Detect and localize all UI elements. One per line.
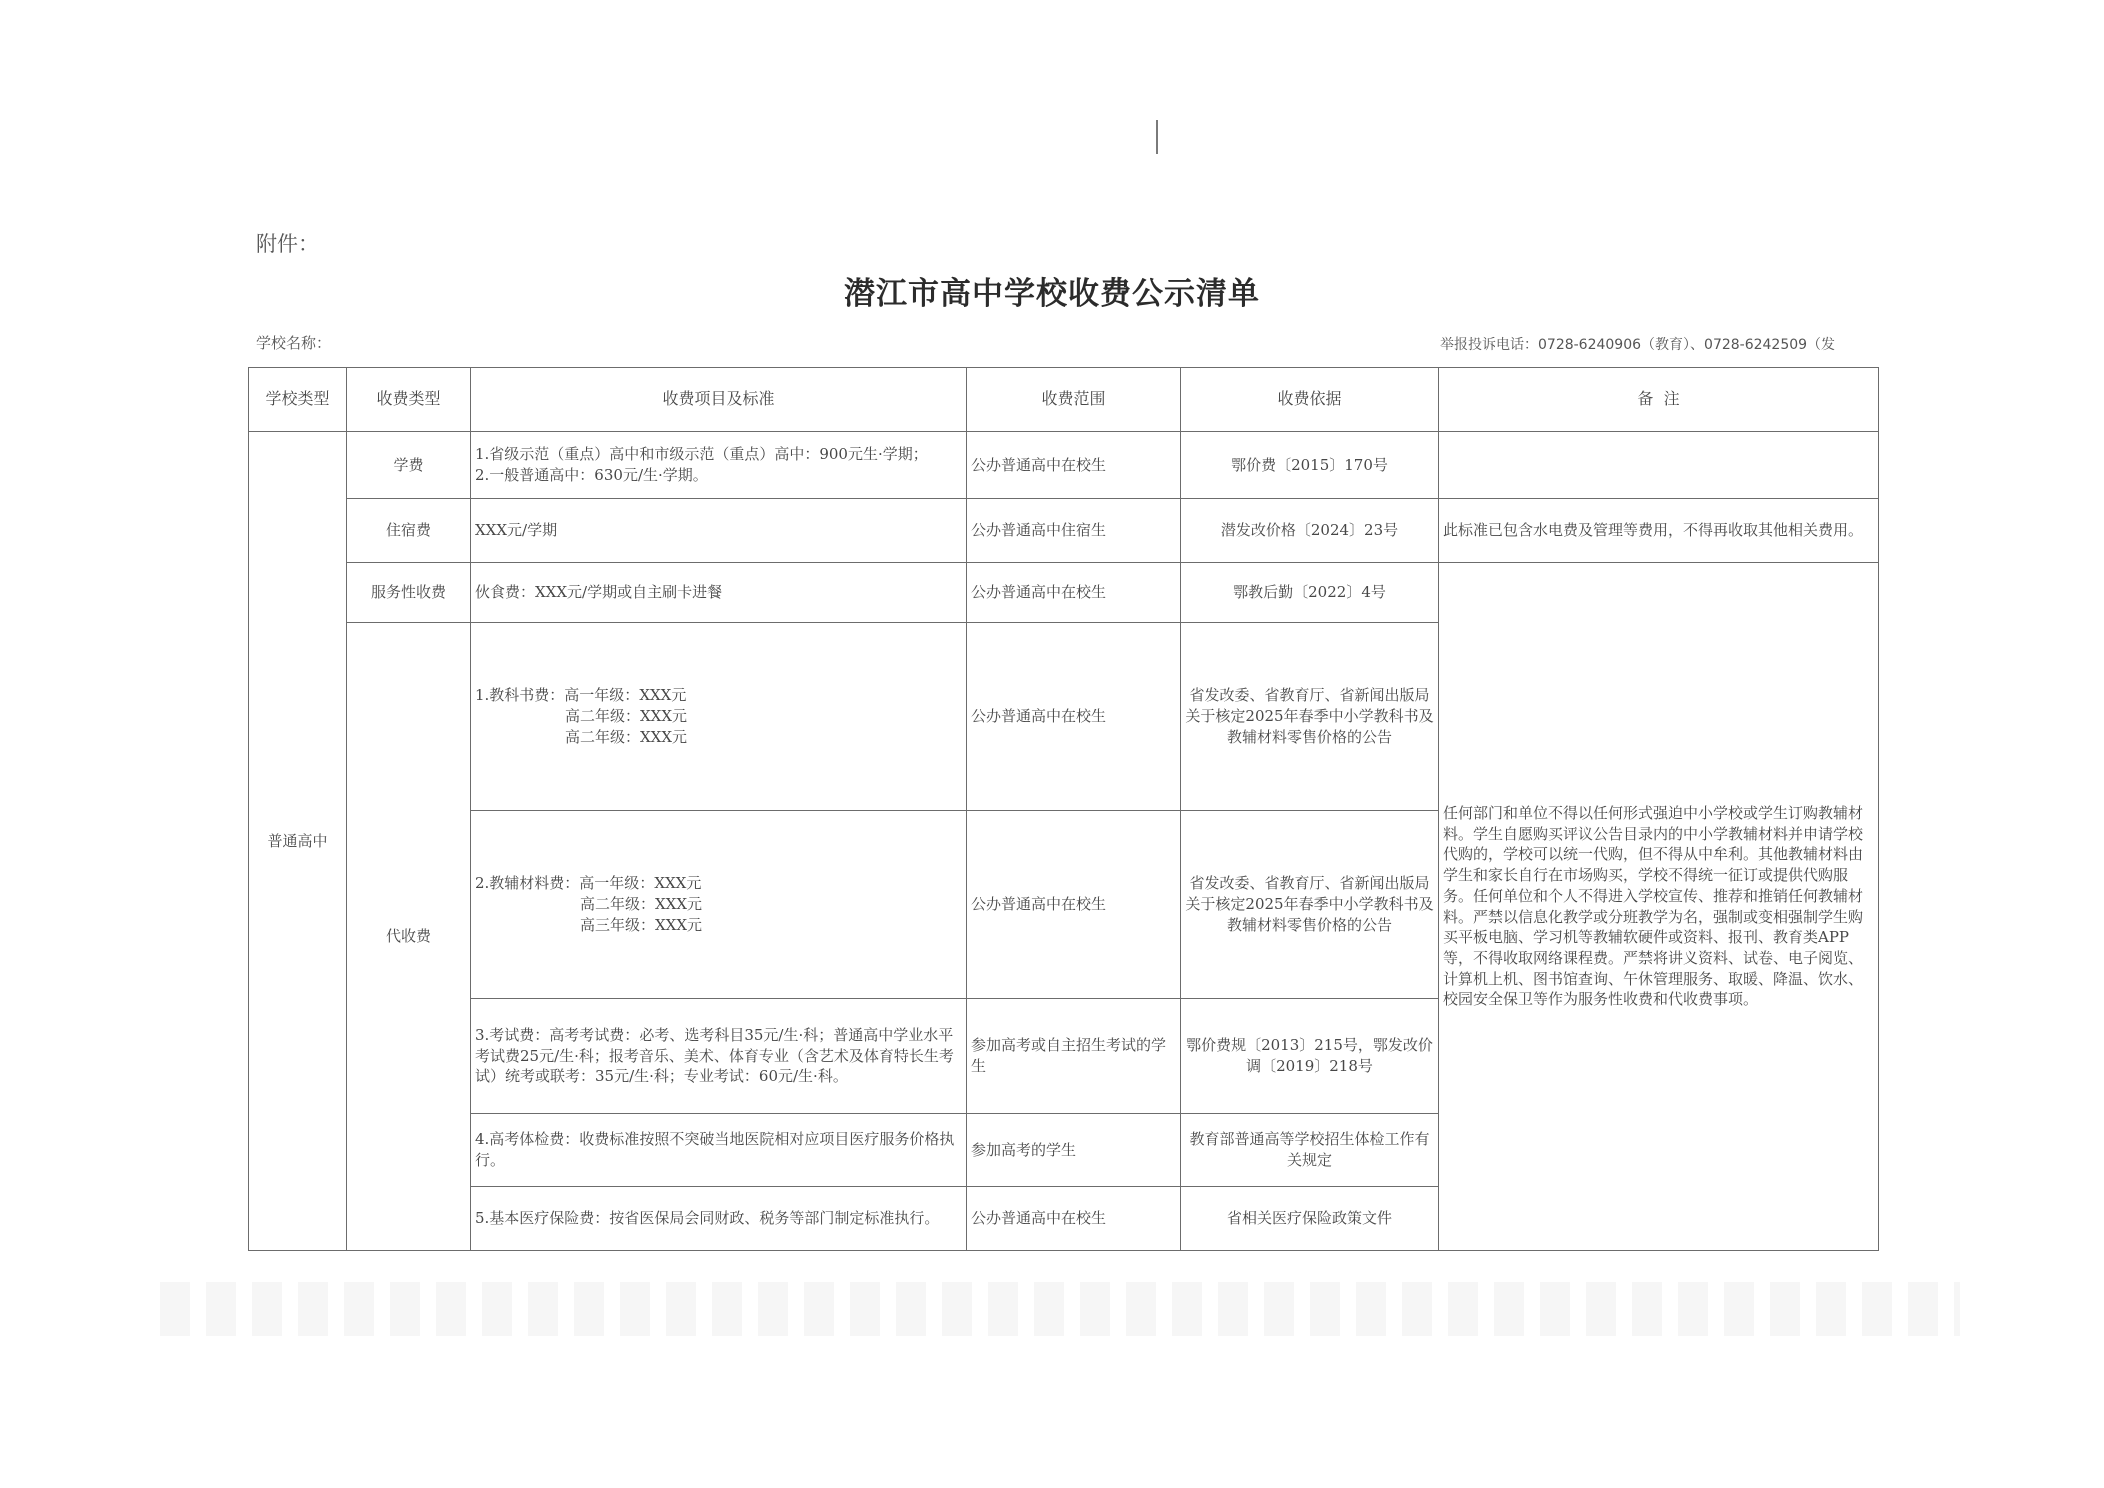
fee-scope-cell: 公办普通高中在校生 [967,432,1181,499]
fee-item-cell: 伙食费：XXX元/学期或自主刷卡进餐 [471,563,967,623]
attachment-label: 附件： [256,232,319,256]
header-fee-type: 收费类型 [347,368,471,432]
fee-scope-cell: 公办普通高中在校生 [967,811,1181,999]
fee-item-cell: 1.省级示范（重点）高中和市级示范（重点）高中：900元生·学期； 2.一般普通高中：630元/生·学期。 [471,432,967,499]
header-fee-basis: 收费依据 [1181,368,1439,432]
fee-basis-cell: 省发改委、省教育厅、省新闻出版局关于核定2025年春季中小学教科书及教辅材料零售价格的公告 [1181,623,1439,811]
fee-scope-cell: 公办普通高中在校生 [967,563,1181,623]
fee-type-cell: 学费 [347,432,471,499]
fee-basis-cell: 鄂价费规〔2013〕215号，鄂发改价调〔2019〕218号 [1181,999,1439,1114]
table-row-tuition [249,432,1879,499]
table-row-lodging [249,499,1879,563]
fee-scope-cell: 参加高考的学生 [967,1114,1181,1187]
header-remark: 备 注 [1439,368,1879,432]
fee-item-cell: 1.教科书费：高一年级：XXX元 高二年级：XXX元 高二年级：XXX元 [471,623,967,811]
header-fee-item: 收费项目及标准 [471,368,967,432]
document-title: 潜江市高中学校收费公示清单 [844,276,1260,312]
fee-scope-cell: 公办普通高中在校生 [967,623,1181,811]
header-fee-scope: 收费范围 [967,368,1181,432]
scan-bleed-through [160,1282,1960,1336]
remark-cell [1439,432,1879,499]
fee-item-cell: 3.考试费：高考考试费：必考、选考科目35元/生·科；普通高中学业水平考试费25元/生·科；报考音乐、美术、体育专业（含艺术及体育特长生考试）统考或联考：35元/生·科；专业考试：60元/生·科。 [471,999,967,1114]
fee-scope-cell: 参加高考或自主招生考试的学生 [967,999,1181,1114]
school-type-cell: 普通高中 [249,432,347,1251]
fee-scope-cell: 公办普通高中在校生 [967,1187,1181,1251]
fee-type-cell: 服务性收费 [347,563,471,623]
fee-item-cell: 5.基本医疗保险费：按省医保局会同财政、税务等部门制定标准执行。 [471,1187,967,1251]
fee-item-cell: XXX元/学期 [471,499,967,563]
fee-type-cell: 代收费 [347,623,471,1251]
fee-basis-cell: 省相关医疗保险政策文件 [1181,1187,1439,1251]
fee-item-cell: 2.教辅材料费：高一年级：XXX元 高二年级：XXX元 高三年级：XXX元 [471,811,967,999]
scan-speck [1156,120,1158,154]
fee-basis-cell: 潜发改价格〔2024〕23号 [1181,499,1439,563]
header-school-type: 学校类型 [249,368,347,432]
fee-basis-cell: 鄂教后勤〔2022〕4号 [1181,563,1439,623]
complaint-hotline: 举报投诉电话：0728-6240906（教育）、0728-6242509（发 [1440,337,1836,353]
fee-basis-cell: 鄂价费〔2015〕170号 [1181,432,1439,499]
remark-cell: 此标准已包含水电费及管理等费用，不得再收取其他相关费用。 [1439,499,1879,563]
fee-table [248,367,1879,1251]
fee-item-cell: 4.高考体检费：收费标准按照不突破当地医院相对应项目医疗服务价格执行。 [471,1114,967,1187]
fee-scope-cell: 公办普通高中住宿生 [967,499,1181,563]
table-row-service [249,563,1879,623]
shared-remark-cell: 任何部门和单位不得以任何形式强迫中小学校或学生订购教辅材料。学生自愿购买评议公告目录内的中小学教辅材料并申请学校代购的，学校可以统一代购，但不得从中牟利。其他教辅材料由学生和家长自行在市场购买，学校不得统一征订或提供代购服务。任何单位和个人不得进入学校宣传、推荐和推销任何教辅材料。严禁以信息化教学或分班教学为名，强制或变相强制学生购买平板电脑、学习机等教辅软硬件或资料、报刊、教育类APP等，不得收取网络课程费。严禁将讲义资料、试卷、电子阅览、计算机上机、图书馆查询、午休管理服务、取暖、降温、饮水、校园安全保卫等作为服务性收费和代收费事项。 [1439,563,1879,1251]
fee-basis-cell: 省发改委、省教育厅、省新闻出版局关于核定2025年春季中小学教科书及教辅材料零售价格的公告 [1181,811,1439,999]
school-name-label: 学校名称： [256,334,332,352]
table-header-row [249,368,1879,432]
fee-basis-cell: 教育部普通高等学校招生体检工作有关规定 [1181,1114,1439,1187]
fee-type-cell: 住宿费 [347,499,471,563]
